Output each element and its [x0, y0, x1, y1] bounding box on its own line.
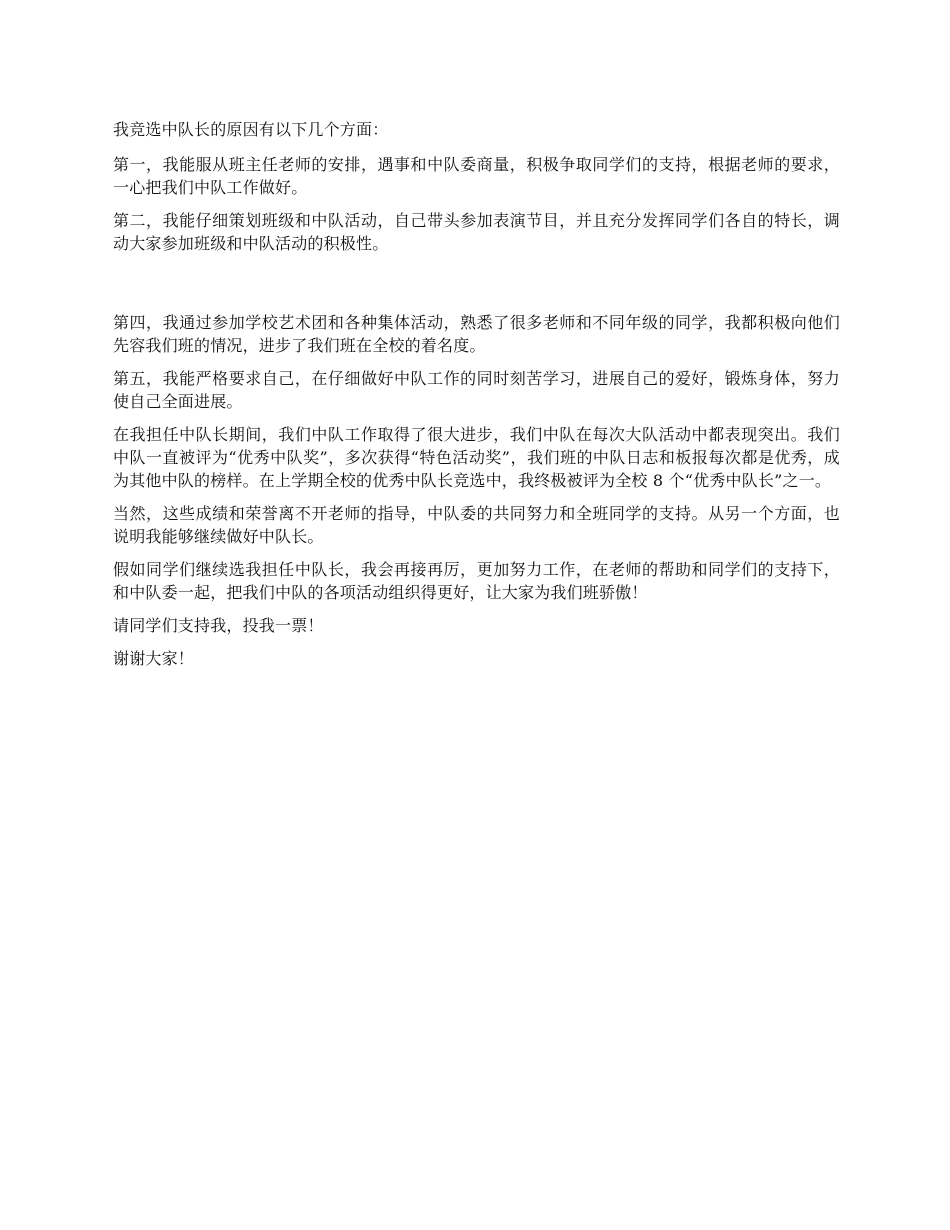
paragraph-vote-request: 请同学们支持我，投我一票！: [113, 616, 324, 635]
blank-gap: [113, 265, 840, 311]
paragraph-thanks: 谢谢大家！: [113, 649, 195, 668]
paragraph-fourth-point: 第四，我通过参加学校艺术团和各种集体活动，熟悉了很多老师和不同年级的同学，我都积极向他们先容我们班的情况，进步了我们班在全校的着名度。: [113, 313, 840, 355]
paragraph-fifth-point: 第五，我能严格要求自己，在仔细做好中队工作的同时刻苦学习，进展自己的爱好，锻炼身体，努力使自己全面进展。: [113, 369, 840, 411]
document-body: [113, 118, 840, 680]
paragraph-achievements: 在我担任中队长期间，我们中队工作取得了很大进步，我们中队在每次大队活动中都表现突出。我们中队一直被评为“优秀中队奖”，多次获得“特色活动奖”，我们班的中队日志和板报每次都是优秀，成为其他中队的榜样。在上学期全校的优秀中队长竞选中，我终极被评为全校 8 个“优秀中队长”之一。: [113, 425, 840, 490]
paragraph-commitment: 假如同学们继续选我担任中队长，我会再接再厉，更加努力工作，在老师的帮助和同学们的支持下，和中队委一起，把我们中队的各项活动组织得更好，让大家为我们班骄傲！: [113, 560, 840, 602]
paragraph-intro: 我竞选中队长的原因有以下几个方面：: [113, 120, 389, 139]
paragraph-first-point: 第一，我能服从班主任老师的安排，遇事和中队委商量，积极争取同学们的支持，根据老师的要求，一心把我们中队工作做好。: [113, 155, 840, 197]
paragraph-second-point: 第二，我能仔细策划班级和中队活动，自己带头参加表演节目，并且充分发挥同学们各自的特长，调动大家参加班级和中队活动的积极性。: [113, 211, 840, 253]
paragraph-acknowledgement: 当然，这些成绩和荣誉离不开老师的指导，中队委的共同努力和全班同学的支持。从另一个方面，也说明我能够继续做好中队长。: [113, 504, 840, 546]
